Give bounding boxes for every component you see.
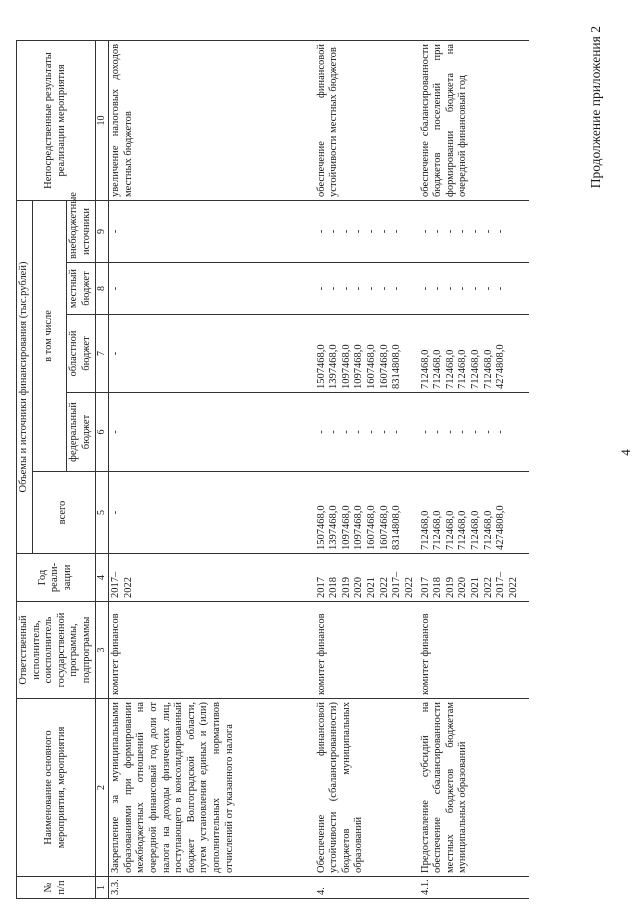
executor: комитет финансов xyxy=(419,602,529,699)
expected-result: увеличение налоговых доходов местных бюджетов xyxy=(109,40,315,200)
header-financing: Объемы и источники финансирования (тыс.рублей) xyxy=(17,200,33,553)
header-year: Год реали-зации xyxy=(17,554,96,602)
column-number: 5 xyxy=(95,472,109,554)
regional-amount: 712468,0 712468,0 712468,0 712468,0 712468,0 712468,0 4274808,0 xyxy=(419,315,529,393)
local-amount: - xyxy=(109,263,315,315)
implementation-years: 2017–2022 xyxy=(109,554,315,602)
header-executor: Ответственный исполнитель, соисполнитель государственной программы, подпрограммы xyxy=(17,602,96,699)
row-number: 4. xyxy=(315,877,419,899)
local-amount: - - - - - - - xyxy=(419,263,529,315)
column-numbers-row xyxy=(95,40,109,898)
activity-name: Предоставление субсидий на обеспечение сбалансированности местных бюджетов бюджетам муниципальных образований xyxy=(419,699,529,877)
header-extra: внебюджетные источники xyxy=(67,200,95,262)
implementation-years: 2017 2018 2019 2020 2021 2022 2017–2022 xyxy=(315,554,419,602)
header-num: № п/п xyxy=(17,877,96,899)
regional-amount: 1507468,0 1397468,0 1097468,0 1097468,0 1607468,0 1607468,0 8314808,0 xyxy=(315,315,419,393)
row-number: 3.3. xyxy=(109,877,315,899)
federal-amount: - - - - - - - xyxy=(419,393,529,472)
column-number: 3 xyxy=(95,602,109,699)
header-regional: областной бюджет xyxy=(67,315,95,393)
extra-budget-amount: - - - - - - - xyxy=(419,200,529,262)
column-number: 1 xyxy=(95,877,109,899)
table-row xyxy=(109,40,315,898)
financing-table xyxy=(16,40,529,899)
total-amount: 712468,0 712468,0 712468,0 712468,0 712468,0 712468,0 4274808,0 xyxy=(419,472,529,554)
regional-amount: - xyxy=(109,315,315,393)
header-including: в том числе xyxy=(32,200,67,471)
column-number: 8 xyxy=(95,263,109,315)
column-number: 4 xyxy=(95,554,109,602)
header-local: местный бюджет xyxy=(67,263,95,315)
header-row-1 xyxy=(17,40,33,898)
column-number: 6 xyxy=(95,393,109,472)
column-number: 7 xyxy=(95,315,109,393)
expected-result: обеспечение сбалансированности бюджетов поселений при формировании бюджета на очередной финансовый год xyxy=(419,40,529,200)
federal-amount: - - - - - - - xyxy=(315,393,419,472)
activity-name: Закрепление за муниципальными образованиями при формировании межбюджетных отношений на очередной финансовый год доли от налога на доходы физических лиц, поступающего в консолидированный бюджет Волгоградской области, путем установления единых и (или) дополнительных нормативов отчислений от указанного налога xyxy=(109,699,315,877)
expected-result: обеспечение финансовой устойчивости местных бюджетов xyxy=(315,40,419,200)
table-row xyxy=(419,40,529,898)
header-result: Непосредственные результаты реализации мероприятия xyxy=(17,40,96,200)
executor: комитет финансов xyxy=(315,602,419,699)
extra-budget-amount: - xyxy=(109,200,315,262)
extra-budget-amount: - - - - - - - xyxy=(315,200,419,262)
table-row xyxy=(315,40,419,898)
column-number: 9 xyxy=(95,200,109,262)
total-amount: - xyxy=(109,472,315,554)
federal-amount: - xyxy=(109,393,315,472)
row-number: 4.1. xyxy=(419,877,529,899)
total-amount: 1507468,0 1397468,0 1097468,0 1097468,0 1607468,0 1607468,0 8314808,0 xyxy=(315,472,419,554)
executor: комитет финансов xyxy=(109,602,315,699)
activity-name: Обеспечение финансовой устойчивости (сбалансированности) бюджетов муниципальных образований xyxy=(315,699,419,877)
implementation-years: 2017 2018 2019 2020 2021 2022 2017–2022 xyxy=(419,554,529,602)
column-number: 2 xyxy=(95,699,109,877)
column-number: 10 xyxy=(95,40,109,200)
local-amount: - - - - - - - xyxy=(315,263,419,315)
header-activity-name: Наименование основного мероприятия, мероприятия xyxy=(17,699,96,877)
appendix-continuation-label: Продолжение приложения 2 xyxy=(588,26,603,189)
header-total: всего xyxy=(32,472,95,554)
page-number: 4 xyxy=(618,449,633,456)
header-federal: федеральный бюджет xyxy=(67,393,95,472)
